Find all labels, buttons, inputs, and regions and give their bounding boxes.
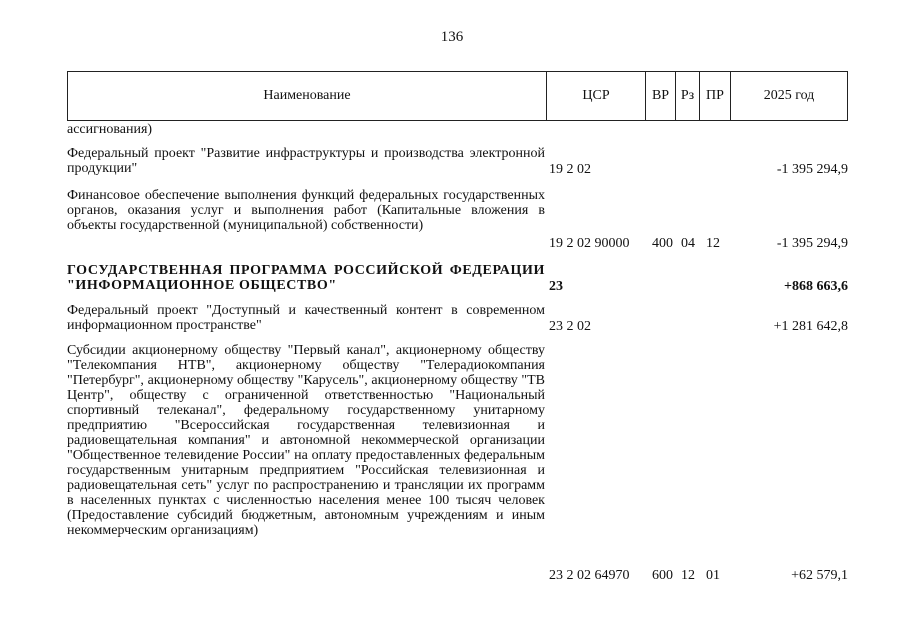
row-amount: +62 579,1: [791, 568, 848, 583]
header-pr: ПР: [699, 72, 730, 120]
row-csr: 19 2 02: [549, 162, 591, 177]
row-name: Федеральный проект "Развитие инфраструктуры и производства электронной продукции": [67, 146, 545, 176]
row-amount: +1 281 642,8: [773, 319, 848, 334]
row-csr: 23: [549, 279, 563, 294]
header-csr: ЦСР: [546, 72, 645, 120]
row-rz: 12: [681, 568, 695, 583]
table-header: [67, 71, 848, 121]
row-name: Субсидии акционерному обществу "Первый канал", акционерному обществу "Телекомпания НТВ", акционерному обществу "Телерадиокомпания "Петербург", акционерному обществу "Карусель", акционерному обществу "ТВ Центр", обществу с ограниченной ответственностью "Национальный спортивный телеканал", федеральному государственному унитарному предприятию "Всероссийская государственная телевизионная и радиовещательная компания" и автономной некоммерческой организации "Общественное телевидение России" на оплату предоставленных федеральным государственным унитарным предприятием "Российская телевизионная и радиовещательная сеть" услуг по распространению и трансляции их программ в населенных пунктах с численностью населения менее 100 тысяч человек (Предоставление субсидий бюджетным, автономным учреждениям и иным некоммерческим организациям): [67, 343, 545, 538]
row-name: ГОСУДАРСТВЕННАЯ ПРОГРАММА РОССИЙСКОЙ ФЕДЕРАЦИИ "ИНФОРМАЦИОННОЕ ОБЩЕСТВО": [67, 263, 545, 293]
row-amount: +868 663,6: [784, 279, 848, 294]
row-vr: 400: [652, 236, 673, 251]
row-csr: 23 2 02 64970: [549, 568, 630, 583]
header-year: 2025 год: [730, 72, 847, 120]
row-csr: 19 2 02 90000: [549, 236, 630, 251]
row-name: Федеральный проект "Доступный и качественный контент в современном информационном пространстве": [67, 303, 545, 333]
row-amount: -1 395 294,9: [776, 162, 848, 177]
row-pr: 12: [706, 236, 720, 251]
page-number: 136: [440, 29, 464, 45]
row-name: Финансовое обеспечение выполнения функций федеральных государственных органов, оказания услуг и выполнения работ (Капитальные вложения в объекты государственной (муниципальной) собственности): [67, 188, 545, 233]
row-amount: -1 395 294,9: [776, 236, 848, 251]
row-pr: 01: [706, 568, 720, 583]
header-name: Наименование: [263, 88, 351, 103]
row-vr: 600: [652, 568, 673, 583]
row-csr: 23 2 02: [549, 319, 591, 334]
row-name: ассигнования): [67, 122, 153, 137]
row-rz: 04: [681, 236, 695, 251]
header-vr: ВР: [645, 72, 675, 120]
header-rz: Рз: [675, 72, 699, 120]
